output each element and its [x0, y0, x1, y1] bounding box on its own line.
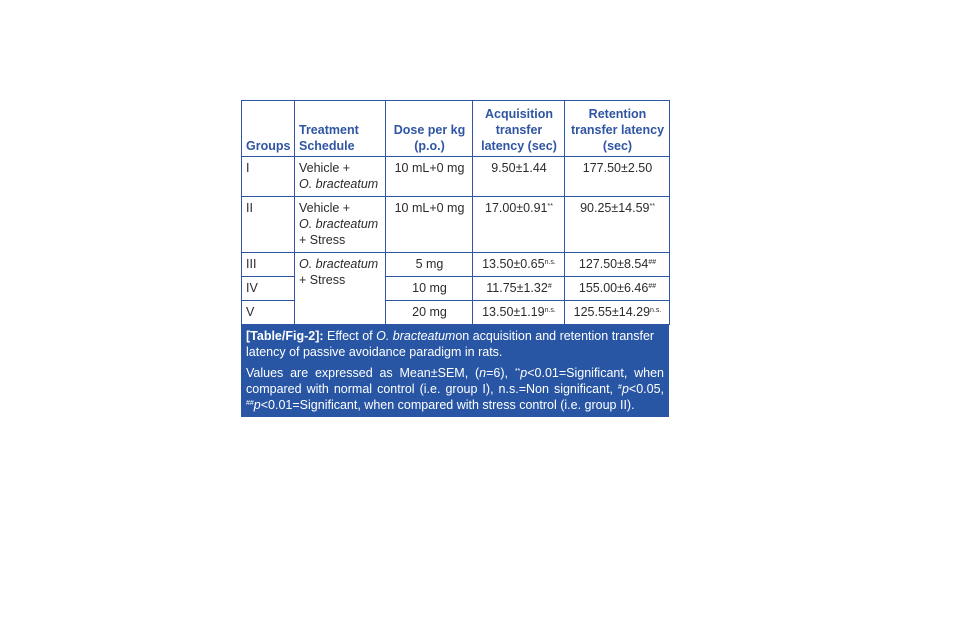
acquisition-value: 13.50±0.65	[482, 257, 545, 271]
treatment-species: O. bracteatum	[299, 177, 379, 191]
header-groups: Groups	[242, 101, 295, 157]
cell-group: IV	[242, 277, 295, 301]
cell-acquisition	[473, 197, 565, 253]
significance-mark: #	[547, 283, 552, 290]
cell-retention	[565, 277, 670, 301]
table-figure	[241, 100, 669, 417]
table-row	[242, 157, 670, 197]
significance-mark: n.s.	[544, 259, 556, 266]
table-row	[242, 253, 670, 277]
caption-text: on acquisition and retention transfer latency of passive avoidance paradigm in rats.	[246, 329, 655, 359]
results-table	[241, 100, 670, 325]
note-symbol: p	[520, 366, 528, 380]
acquisition-value: 13.50±1.19	[482, 305, 545, 319]
cell-acquisition	[473, 253, 565, 277]
significance-mark: **	[547, 203, 553, 210]
treatment-species: O. bracteatum	[299, 217, 379, 231]
cell-group: II	[242, 197, 295, 253]
cell-group: III	[242, 253, 295, 277]
cell-acquisition	[473, 157, 565, 197]
cell-dose: 10 mg	[386, 277, 473, 301]
table-caption	[241, 325, 669, 417]
note-symbol: p	[253, 398, 261, 412]
header-treatment: Treatment Schedule	[295, 101, 386, 157]
treatment-prefix: Vehicle +	[299, 161, 351, 175]
header-row	[242, 101, 670, 157]
cell-dose: 10 mL+0 mg	[386, 197, 473, 253]
caption-species: O. bracteatum	[376, 329, 456, 343]
cell-treatment	[295, 197, 386, 253]
cell-group: V	[242, 301, 295, 325]
note-text: <0.05,	[628, 382, 664, 396]
caption-label: [Table/Fig-2]:	[246, 329, 324, 343]
retention-value: 125.55±14.29	[573, 305, 651, 319]
acquisition-value: 17.00±0.91	[485, 201, 548, 215]
treatment-suffix: + Stress	[299, 273, 346, 287]
cell-dose: 5 mg	[386, 253, 473, 277]
retention-value: 127.50±8.54	[578, 257, 649, 271]
cell-group: I	[242, 157, 295, 197]
header-acquisition: Acquisition transfer latency (sec)	[473, 101, 565, 157]
cell-acquisition	[473, 277, 565, 301]
acquisition-value: 9.50±1.44	[491, 161, 547, 175]
note-symbol: p	[621, 382, 629, 396]
header-dose: Dose per kg (p.o.)	[386, 101, 473, 157]
cell-retention	[565, 157, 670, 197]
header-retention: Retention transfer latency (sec)	[565, 101, 670, 157]
significance-mark: ##	[648, 283, 657, 290]
caption-text: Effect of	[323, 329, 377, 343]
caption-title	[246, 328, 664, 360]
note-mark: **	[514, 368, 521, 375]
cell-retention	[565, 253, 670, 277]
significance-mark: **	[649, 203, 655, 210]
note-symbol: n	[479, 366, 487, 380]
caption-note	[246, 365, 664, 413]
table-row	[242, 197, 670, 253]
significance-mark: ##	[648, 259, 657, 266]
treatment-prefix: Vehicle +	[299, 201, 351, 215]
significance-mark: n.s.	[650, 307, 662, 314]
cell-dose: 20 mg	[386, 301, 473, 325]
cell-retention	[565, 197, 670, 253]
cell-treatment-merged	[295, 253, 386, 325]
acquisition-value: 11.75±1.32	[486, 281, 548, 295]
cell-retention	[565, 301, 670, 325]
note-text: =6),	[486, 366, 515, 380]
cell-acquisition	[473, 301, 565, 325]
retention-value: 155.00±6.46	[578, 281, 649, 295]
note-mark: #	[618, 384, 622, 391]
note-text: <0.01=Significant, when compared with normal control (i.e. group I), n.s.=Non significant,	[246, 366, 664, 396]
cell-treatment	[295, 157, 386, 197]
note-text: Values are expressed as Mean±SEM, (	[246, 366, 480, 380]
significance-mark: n.s.	[544, 307, 556, 314]
cell-dose: 10 mL+0 mg	[386, 157, 473, 197]
treatment-species: O. bracteatum	[299, 257, 379, 271]
note-text: <0.01=Significant, when compared with stress control (i.e. group II).	[260, 398, 635, 412]
treatment-suffix: + Stress	[299, 233, 346, 247]
note-mark: ##	[246, 400, 254, 407]
retention-value: 90.25±14.59	[580, 201, 650, 215]
retention-value: 177.50±2.50	[582, 161, 653, 175]
